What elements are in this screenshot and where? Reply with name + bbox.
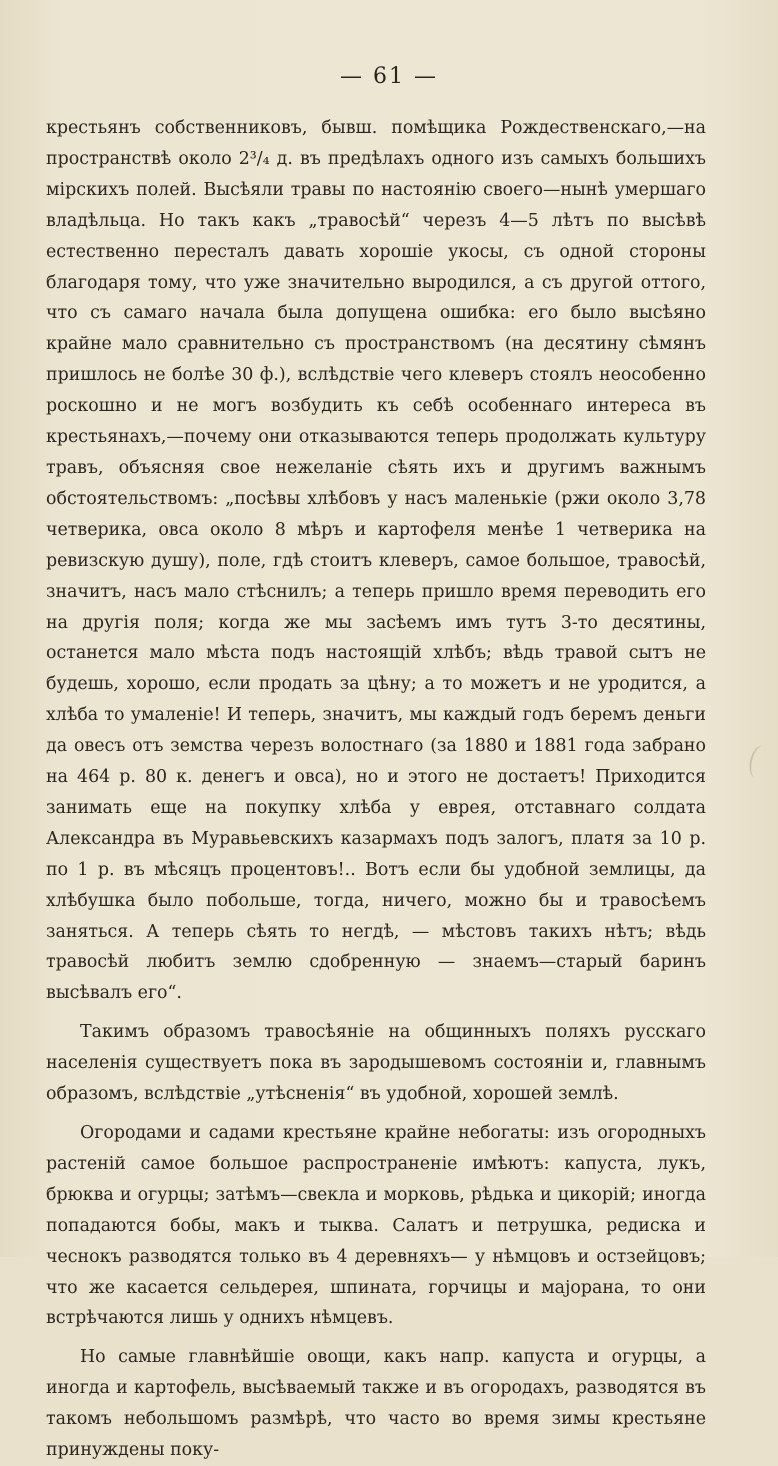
paragraph-4: Но самые главнѣйшіе овощи, какъ напр. капуста и огурцы, а иногда и картофель, высѣваемый также и въ огородахъ, разводятся въ такомъ небольшомъ размѣрѣ, что часто во время зимы крестьяне принуждены поку-	[46, 1347, 706, 1461]
paragraph-3: Огородами и садами крестьяне крайне небогаты: изъ огородныхъ растеній самое большое распространеніе имѣютъ: капуста, лукъ, брюква и огурцы; затѣмъ—свекла и морковь, рѣдька и цикорій; иногда попадаются бобы, макъ и тыква. Салатъ и петрушка, редиска и чеснокъ разводятся только въ 4 деревняхъ— у нѣмцовъ и остзейцовъ; что же касается сельдерея, шпината, горчицы и мајорана, то они встрѣчаются лишь у однихъ нѣмцевъ.	[46, 1123, 706, 1329]
body-text	[46, 113, 706, 1466]
page-number: — 61 —	[340, 64, 438, 89]
paragraph-2: Такимъ образомъ травосѣяніе на общинныхъ поляхъ русскаго населенія существуетъ пока въ зародышевомъ состояніи и, главнымъ образомъ, вслѣдствіе „утѣсненія“ въ удобной, хорошей землѣ.	[46, 1022, 706, 1105]
margin-pencil-mark	[746, 743, 774, 781]
paragraph-1: крестьянъ собственниковъ, бывш. помѣщика Рождественскаго,—на пространствѣ около 2³/₄ д. въ предѣлахъ одного изъ самыхъ большихъ мірскихъ полей. Высѣяли травы по настоянію своего—нынѣ умершаго владѣльца. Но такъ какъ „травосѣй“ черезъ 4—5 лѣтъ по высѣвѣ естественно пересталъ давать хорошіе укосы, съ одной стороны благодаря тому, что уже значительно выродился, а съ другой оттого, что съ самаго начала была допущена ошибка: его было высѣяно крайне мало сравнительно съ пространствомъ (на десятину сѣмянъ пришлось не болѣе 30 ф.), вслѣдствіе чего клеверъ стоялъ неособенно роскошно и не могъ возбудить къ себѣ особеннаго интереса въ крестьянахъ,—почему они отказываются теперь продолжать культуру травъ, объясняя свое нежеланіе сѣять ихъ и другимъ важнымъ обстоятельствомъ: „посѣвы хлѣбовъ у насъ маленькіе (ржи около 3,78 четверика, овса около 8 мѣръ и картофеля менѣе 1 четверика на ревизскую душу), поле, гдѣ стоитъ клеверъ, самое большое, травосѣй, значитъ, насъ мало стѣснилъ; а теперь пришло время переводить его на другія поля; когда же мы засѣемъ имъ тутъ 3-то десятины, останется мало мѣста подъ настоящій хлѣбъ; вѣдь травой сытъ не будешь, хорошо, если продать за цѣну; а то можетъ и не уродится, а хлѣба то умаленіе! И теперь, значитъ, мы каждый годъ беремъ деньги да овесъ отъ земства черезъ волостнаго (за 1880 и 1881 года забрано на 464 р. 80 к. денегъ и овса), но и этого не достаетъ! Приходится занимать еще на покупку хлѣба у еврея, отставнаго солдата Александра въ Муравьевскихъ казармахъ подъ залогъ, платя за 10 р. по 1 р. въ мѣсяцъ процентовъ!.. Вотъ если бы удобной землицы, да хлѣбушка было побольше, тогда, ничего, можно бы и травосѣемъ заняться. А теперь сѣять то негдѣ, — мѣстовъ такихъ нѣтъ; вѣдь травосѣй любитъ землю сдобренную — знаемъ—старый баринъ высѣвалъ его“.	[46, 118, 706, 1004]
